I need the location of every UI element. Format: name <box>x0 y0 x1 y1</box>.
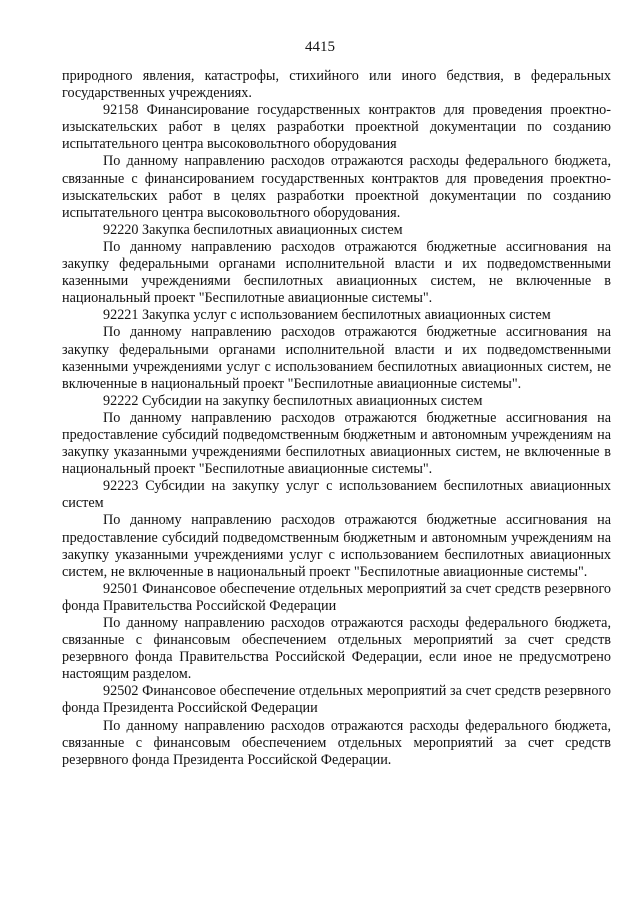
paragraph: 92158 Финансирование государственных контрактов для проведения проектно-изыскательских работ в целях разработки проектной документации по созданию испытательного центра высоковольтного оборудования <box>62 102 611 153</box>
paragraph: По данному направлению расходов отражаются бюджетные ассигнования на предоставление субсидий подведомственным бюджетным и автономным учреждениям на закупку указанными учреждениями услуг с использованием беспилотных авиационных систем, не включенные в национальный проект "Беспилотные авиационные системы". <box>62 512 611 580</box>
document-body <box>62 68 611 769</box>
paragraph: 92223 Субсидии на закупку услуг с использованием беспилотных авиационных систем <box>62 478 611 512</box>
paragraph: 92220 Закупка беспилотных авиационных систем <box>103 221 403 238</box>
page-number: 4415 <box>305 39 335 55</box>
paragraph: 92222 Субсидии на закупку беспилотных авиационных систем <box>103 392 483 409</box>
paragraph: По данному направлению расходов отражаются расходы федерального бюджета, связанные с финансовым обеспечением отдельных мероприятий за счет средств резервного фонда Правительства Российской Федерации, если иное не предусмотрено настоящим разделом. <box>62 615 611 683</box>
paragraph: По данному направлению расходов отражаются расходы федерального бюджета, связанные с финансированием государственных контрактов для проведения проектно-изыскательских работ в целях разработки проектной документации по созданию испытательного центра высоковольтного оборудования. <box>62 153 611 221</box>
paragraph: По данному направлению расходов отражаются бюджетные ассигнования на предоставление субсидий подведомственным бюджетным и автономным учреждениям на закупку указанными учреждениями беспилотных авиационных систем, не включенные в национальный проект "Беспилотные авиационные системы". <box>62 409 611 478</box>
paragraph: 92502 Финансовое обеспечение отдельных мероприятий за счет средств резервного фонда Президента Российской Федерации <box>62 683 611 717</box>
paragraph: По данному направлению расходов отражаются бюджетные ассигнования на закупку федеральными органами исполнительной власти и их подведомственными казенными учреждениями услуг с использованием беспилотных авиационных систем, не включенные в национальный проект "Беспилотные авиационные системы". <box>62 324 611 392</box>
paragraph: По данному направлению расходов отражаются расходы федерального бюджета, связанные с финансовым обеспечением отдельных мероприятий за счет средств резервного фонда Президента Российской Федерации. <box>62 717 611 768</box>
paragraph: По данному направлению расходов отражаются бюджетные ассигнования на закупку федеральными органами исполнительной власти и их подведомственными казенными учреждениями беспилотных авиационных систем, не включенные в национальный проект "Беспилотные авиационные системы". <box>62 238 611 307</box>
paragraph: 92221 Закупка услуг с использованием беспилотных авиационных систем <box>103 307 551 324</box>
paragraph: 92501 Финансовое обеспечение отдельных мероприятий за счет средств резервного фонда Правительства Российской Федерации <box>62 580 611 614</box>
paragraph: природного явления, катастрофы, стихийного или иного бедствия, в федеральных государственных учреждениях. <box>62 68 611 102</box>
